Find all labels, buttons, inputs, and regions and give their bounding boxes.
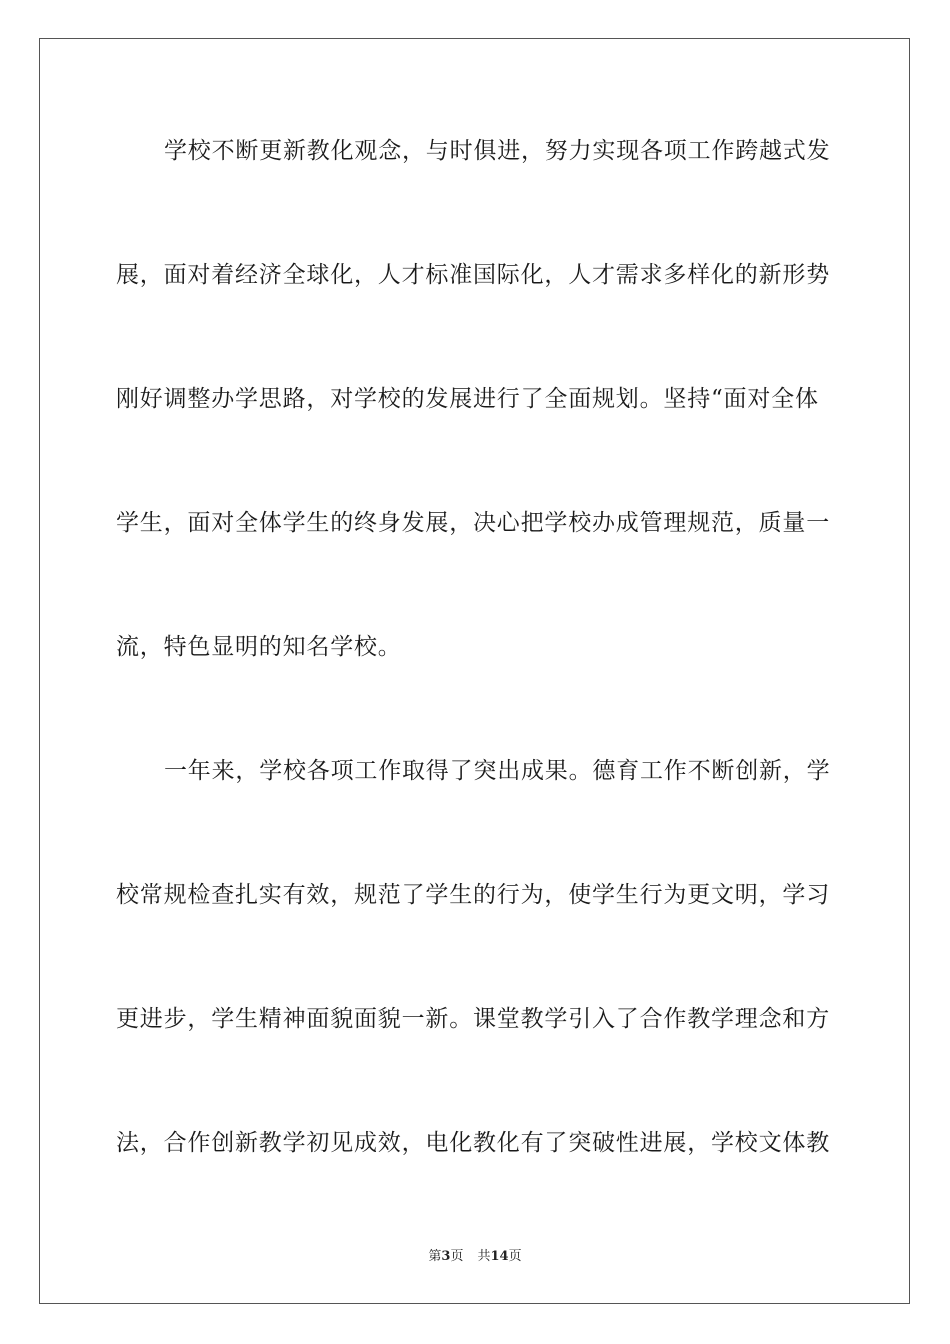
paragraph-2-line-2: 校常规检查扎实有效，规范了学生的行为，使学生行为更文明，学习 xyxy=(116,882,830,908)
paragraph-2-line-4: 法，合作创新教学初见成效，电化教化有了突破性进展，学校文体教 xyxy=(116,1130,830,1156)
total-pages: 14 xyxy=(490,1249,509,1264)
paragraph-1-line-5: 流，特色显明的知名学校。 xyxy=(116,634,402,660)
paragraph-1-line-2: 展，面对着经济全球化，人才标准国际化，人才需求多样化的新形势 xyxy=(116,262,830,288)
page-number: 3 xyxy=(441,1249,451,1264)
paragraph-2-line-1: 一年来，学校各项工作取得了突出成果。德育工作不断创新，学 xyxy=(164,758,831,784)
paragraph-1-line-4: 学生，面对全体学生的终身发展，决心把学校办成管理规范，质量一 xyxy=(116,510,830,536)
page-border xyxy=(39,38,910,1304)
page-footer xyxy=(0,1248,950,1266)
paragraph-1-line-3: 刚好调整办学思路，对学校的发展进行了全面规划。坚持“面对全体 xyxy=(116,386,819,412)
page-label-prefix: 第 xyxy=(428,1249,442,1264)
paragraph-2-line-3: 更进步，学生精神面貌面貌一新。课堂教学引入了合作教学理念和方 xyxy=(116,1006,830,1032)
total-label-suffix: 页 xyxy=(508,1249,522,1264)
total-label-prefix: 共 xyxy=(477,1249,491,1264)
paragraph-1-line-1: 学校不断更新教化观念，与时俱进，努力实现各项工作跨越式发 xyxy=(164,138,831,164)
page-label-suffix: 页 xyxy=(450,1249,464,1264)
